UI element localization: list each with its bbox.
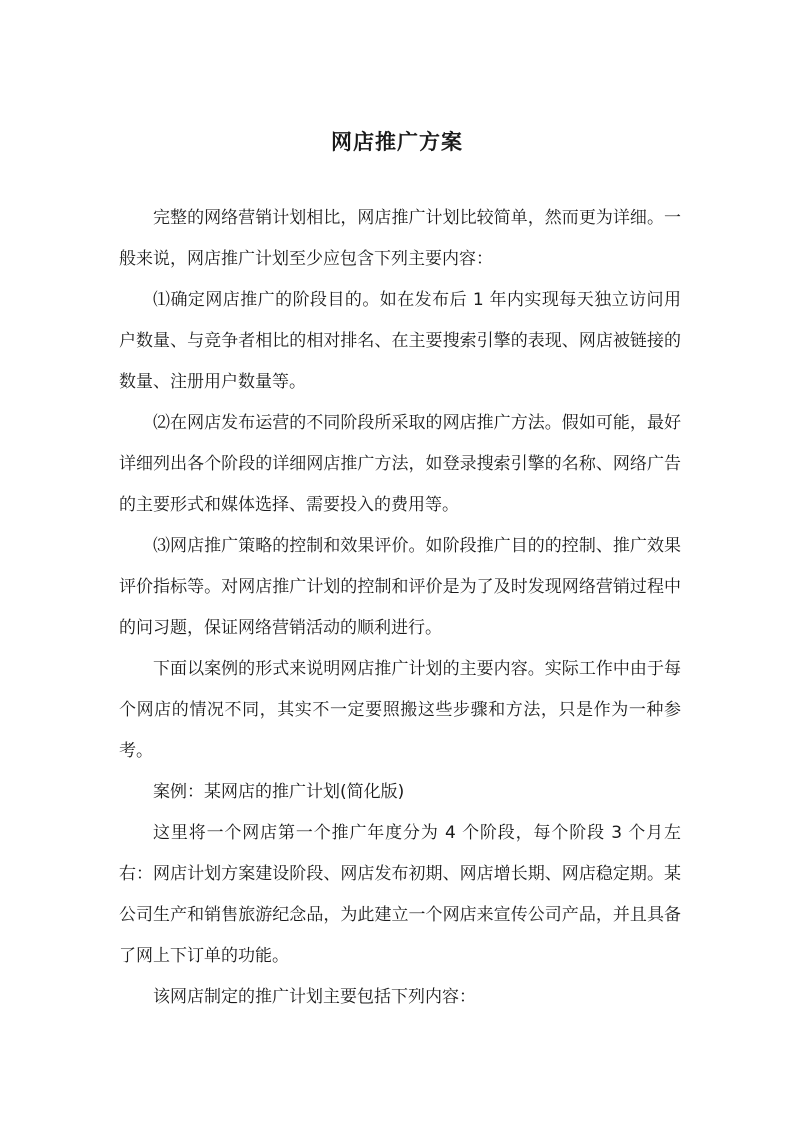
paragraph-case-description: 这里将一个网店第一个推广年度分为 4 个阶段，每个阶段 3 个月左右：网店计划方案建设阶段、网店发布初期、网店增长期、网店稳定期。某公司生产和销售旅游纪念品，为此建立一个网店来宣传公司产品，并且具备了网上下订单的功能。 bbox=[119, 823, 681, 966]
paragraph-item-3: ⑶网店推广策略的控制和效果评价。如阶段推广目的的控制、推广效果评价指标等。对网店推广计划的控制和评价是为了及时发现网络营销过程中的问习题，保证网络营销活动的顺利进行。 bbox=[119, 536, 681, 638]
page-title: 网店推广方案 bbox=[331, 129, 463, 154]
paragraph-plan-lead: 该网店制定的推广计划主要包括下列内容： bbox=[153, 987, 476, 1007]
document-body bbox=[119, 198, 681, 1018]
paragraph-item-1: ⑴确定网店推广的阶段目的。如在发布后 1 年内实现每天独立访问用户数量、与竞争者相比的相对排名、在主要搜索引擎的表现、网店被链接的数量、注册用户数量等。 bbox=[119, 290, 681, 392]
paragraph-intro: 完整的网络营销计划相比，网店推广计划比较简单，然而更为详细。一般来说，网店推广计划至少应包含下列主要内容： bbox=[119, 208, 681, 269]
paragraph-item-2: ⑵在网店发布运营的不同阶段所采取的网店推广方法。假如可能，最好详细列出各个阶段的详细网店推广方法，如登录搜索引擎的名称、网络广告的主要形式和媒体选择、需要投入的费用等。 bbox=[119, 413, 681, 515]
paragraph-case-heading: 案例：某网店的推广计划(简化版) bbox=[153, 782, 405, 802]
paragraph-case-intro: 下面以案例的形式来说明网店推广计划的主要内容。实际工作中由于每个网店的情况不同，其实不一定要照搬这些步骤和方法，只是作为一种参考。 bbox=[119, 659, 681, 761]
